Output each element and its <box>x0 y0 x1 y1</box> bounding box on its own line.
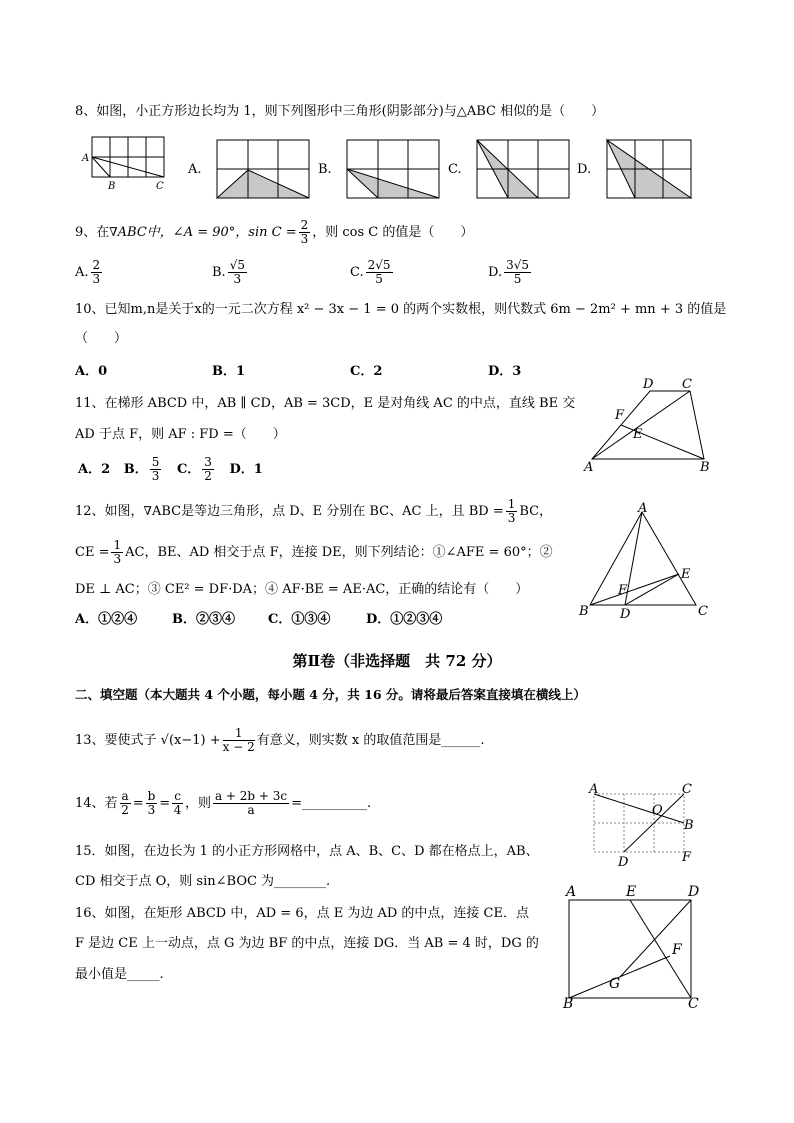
q14-stem: 14、若 $\frac{a}{2}$ = $\frac{b}{3}$ = $\frac{c}{4}$ ，则 $\frac{a + 2b + 3c}{a}$ =__________. <box>75 789 372 817</box>
svg-text:A: A <box>584 460 594 475</box>
q11-options: A．2 B． $\frac{5}{3}$ C． $\frac{3}{2}$ D．1 <box>78 455 263 483</box>
q12-option-b: B．②③④ <box>172 612 235 627</box>
label-a: A <box>82 153 90 164</box>
svg-text:E: E <box>626 884 637 900</box>
svg-text:A: A <box>638 501 648 516</box>
part2-title: 第Ⅱ卷（非选择题 共 72 分） <box>292 652 502 670</box>
svg-text:G: G <box>609 976 621 992</box>
svg-text:B: B <box>700 460 710 475</box>
q8-option-c-figure <box>477 140 569 198</box>
q8-option-b-label: B. <box>318 162 332 177</box>
q10-option-d: D．3 <box>488 364 522 379</box>
svg-text:E: E <box>633 427 643 442</box>
q11-trapezoid-figure <box>580 375 720 473</box>
q8-stem: 8、如图，小正方形边长均为 1，则下列图形中三角形(阴影部分)与△ABC 相似的是（ ） <box>75 104 605 119</box>
q10-stem: 10、已知m,n是关于x的一元二次方程 x² − 3x − 1 = 0 的两个实数根，则代数式 6m − 2m² + mn + 3 的值是 <box>75 302 727 317</box>
svg-text:B: B <box>684 818 694 833</box>
q10-option-c: C．2 <box>350 364 383 379</box>
q16-rectangle-figure <box>560 882 710 1010</box>
q12-line2: CE = $\frac{1}{3}$ AC，BE、AD 相交于点 F，连接 DE，则下列结论：①∠AFE = 60°；② <box>75 538 553 566</box>
q15-grid-figure <box>586 782 706 868</box>
q15-line2: CD 相交于点 O，则 sin∠BOC 为________. <box>75 874 331 889</box>
svg-text:B: B <box>563 996 574 1012</box>
svg-text:D: D <box>643 377 654 392</box>
q9-stem: 9、在∇ABC中，∠A = 90°，sin C = $\frac{2}{3}$ ，则 cos C 的值是（ ） <box>75 218 474 246</box>
q9-option-c: C. $\frac{2√5}{5}$ <box>350 258 391 286</box>
q16-line3: 最小值是_____. <box>75 967 164 982</box>
svg-text:B: B <box>579 604 589 619</box>
svg-text:A: A <box>589 782 599 797</box>
q10-paren: （ ） <box>75 331 128 346</box>
q15-line1: 15．如图，在边长为 1 的小正方形网格中，点 A、B、C、D 都在格点上，AB、 <box>75 844 539 859</box>
q9-option-a: A. $\frac{2}{3}$ <box>75 258 101 286</box>
label-b: B <box>108 181 116 192</box>
q8-option-b-figure <box>347 140 439 198</box>
svg-text:C: C <box>682 782 692 797</box>
q8-option-c-label: C. <box>448 162 462 177</box>
q10-option-a: A．0 <box>75 364 108 379</box>
svg-text:F: F <box>615 408 625 423</box>
q12-triangle-figure <box>578 502 718 622</box>
q9-sin-fraction: $\frac{2}{3}$ <box>300 218 309 246</box>
svg-text:F: F <box>672 942 682 958</box>
svg-text:A: A <box>566 884 577 900</box>
q8-option-d-label: D. <box>577 162 592 177</box>
q12-line3: DE ⊥ AC；③ CE² = DF·DA；④ AF·BE = AE·AC，正确的结论有（ ） <box>75 582 529 597</box>
svg-text:F: F <box>682 850 692 865</box>
q12-line1: 12、如图，∇ABC是等边三角形，点 D、E 分别在 BC、AC 上，且 BD = $\frac{1}{3}$ BC， <box>75 497 553 525</box>
svg-text:C: C <box>682 377 692 392</box>
svg-text:C: C <box>688 996 699 1012</box>
svg-text:E: E <box>681 567 691 582</box>
q8-option-d-figure <box>607 140 691 198</box>
section2-heading: 二、填空题（本大题共 4 个小题，每小题 4 分，共 16 分。请将最后答案直接填在横线上） <box>75 687 586 702</box>
q8-option-a-figure <box>217 140 309 198</box>
q12-option-a: A．①②④ <box>75 612 138 627</box>
q10-option-b: B．1 <box>212 364 246 379</box>
q12-option-d: D．①②③④ <box>366 612 443 627</box>
svg-text:F: F <box>618 583 628 598</box>
q9-option-d: D. $\frac{3√5}{5}$ <box>488 258 530 286</box>
q16-line1: 16、如图，在矩形 ABCD 中，AD = 6，点 E 为边 AD 的中点，连接 CE．点 <box>75 906 529 921</box>
q9-option-b: B. $\frac{√5}{3}$ <box>212 258 245 286</box>
svg-text:D: D <box>688 884 700 900</box>
q11-line2: AD 于点 F，则 AF : FD =（ ） <box>75 427 286 442</box>
svg-text:D: D <box>618 855 629 870</box>
q13-stem: 13、要使式子 √(x−1) + $\frac{1}{x - 2}$ 有意义，则实数 x 的取值范围是______. <box>75 726 485 754</box>
q8-option-a-label: A. <box>188 162 202 177</box>
q11-line1: 11、在梯形 ABCD 中，AB ∥ CD，AB = 3CD，E 是对角线 AC 的中点，直线 BE 交 <box>75 396 576 411</box>
label-c: C <box>156 181 164 192</box>
q12-option-c: C．①③④ <box>268 612 331 627</box>
svg-text:D: D <box>620 607 631 622</box>
q16-line2: F 是边 CE 上一动点，点 G 为边 BF 的中点，连接 DG．当 AB = 4 时，DG 的 <box>75 936 539 951</box>
q8-reference-figure <box>82 137 176 195</box>
svg-text:O: O <box>652 803 663 818</box>
svg-text:C: C <box>698 604 708 619</box>
